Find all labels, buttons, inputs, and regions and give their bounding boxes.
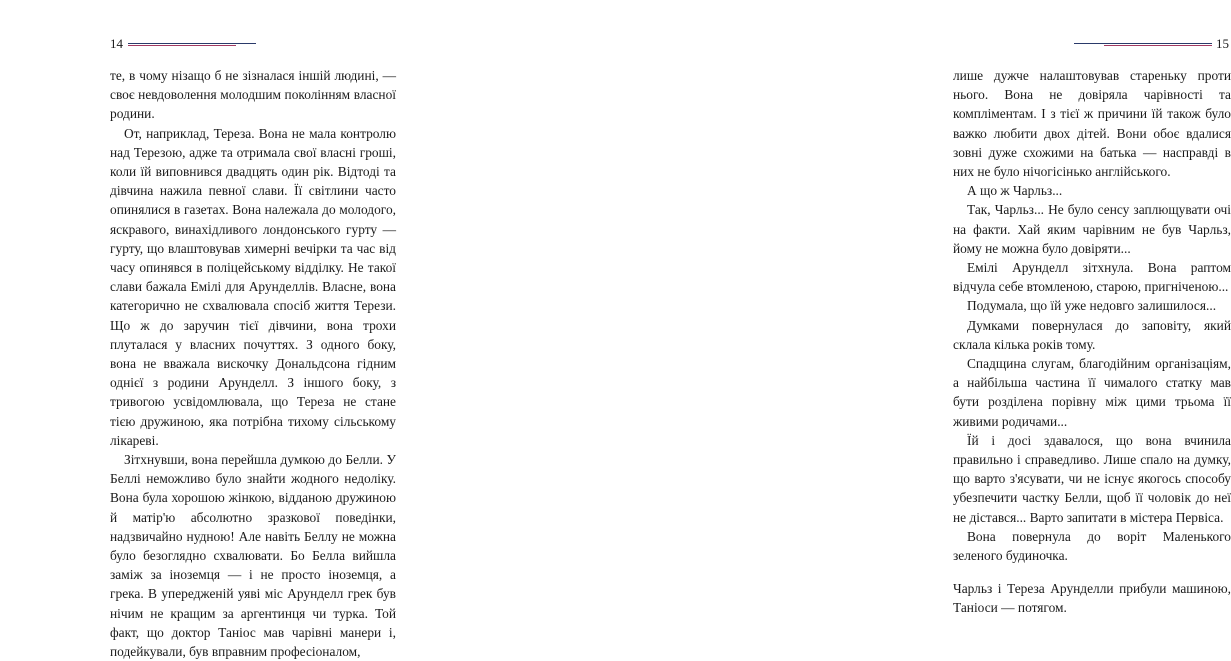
paragraph: лише дужче налаштовував стареньку проти нього. Вона не довіряла чарівності та компліментам. І з тієї ж причини їй також було важко любити двох дітей. Вони обоє вдалися зовні дуже схожими на батька — насправді в них не було нічогісінько англійського. [953,68,1231,180]
paragraph: Спадщина слугам, благодійним організаціям, а найбільша частина її чималого статку мав бути розділена порівну між цими трьома її живими родичами... [953,356,1231,429]
paragraph: Так, Чарльз... Не було сенсу заплющувати очі на факти. Хай яким чарівним не був Чарльз, йому не можна було довіряти... [953,202,1231,256]
paragraph: Чарльз і Тереза Арунделли прибули машиною, Таніоси — потягом. [953,581,1231,616]
header-rule [128,43,256,46]
paragraph: Подумала, що їй уже недовго залишилося... [967,298,1217,314]
page-number: 14 [110,36,123,51]
page-body [953,66,1231,618]
paragraph: Їй і досі здавалося, що вона вчинила правильно і справедливо. Лише спало на думку, що варто з'ясувати, чи не існує якогось способу убезпечити частку Белли, щоб її чоловік до неї не дістався... Варто запитати в містера Первіса. [953,432,1231,525]
paragraph: А що ж Чарльз... [967,183,1063,199]
paragraph: те, в чому нізащо б не зізналася іншій людині, — своє невдоволення молодшим поколінням власної родини. [110,68,396,122]
paragraph: От, наприклад, Тереза. Вона не мала контролю над Терезою, адже та отримала свої власні гроші, коли їй виповнився двадцять один рік. Відтоді та дівчина нажила певної слави. Її світлини часто опинялися в газетах. Вона належала до молодого, яскравого, винахідливого лондонського гурту — гурту, що влаштовував химерні вечірки та час від часу опинявся в поліцейському відділку. Не такої слави бажала Емілі для Арунделлів. Власне, вона категорично не схвалювала спосіб життя Терези. Що ж до заручин тієї дівчини, вона трохи плуталася у власних почуттях. З одного боку, вона не вважала вискочку Дональдсона гідним однієї з родини Арунделл. З іншого боку, з тривогою усвідомлювала, що Тереза не стане тією дружиною, яка потрібна тихому сільському лікареві. [110,125,396,448]
right-page [450,0,1231,616]
paragraph: Зітхнувши, вона перейшла думкою до Белли. У Беллі неможливо було знайти жодного недоліку. Вона була хорошою жінкою, відданою дружиною й матір'ю абсолютно зразкової поведінки, надзвичайно нудною! Але навіть Беллу не можна було безоглядно схвалювати. Бо Белла вийшла заміж за іноземця — і не просто іноземця, а грека. В упередженій уяві міс Арунделл грек був нічим не кращим за аргентинця чи турка. Той факт, що доктор Таніос мав чарівні манери і, подейкували, був вправним професіоналом, [110,452,396,660]
header-rule [1074,43,1212,46]
paragraph: Вона повернула до воріт Маленького зеленого будиночка. [953,528,1231,564]
left-page [0,0,450,660]
page-body [110,66,396,661]
paragraph: Емілі Арунделл зітхнула. Вона раптом відчула себе втомленою, старою, пригніченою... [953,260,1231,295]
paragraph: Думками повернулася до заповіту, який склала кілька років тому. [953,317,1231,352]
section-break [953,565,1231,579]
page-number: 15 [1216,36,1229,51]
